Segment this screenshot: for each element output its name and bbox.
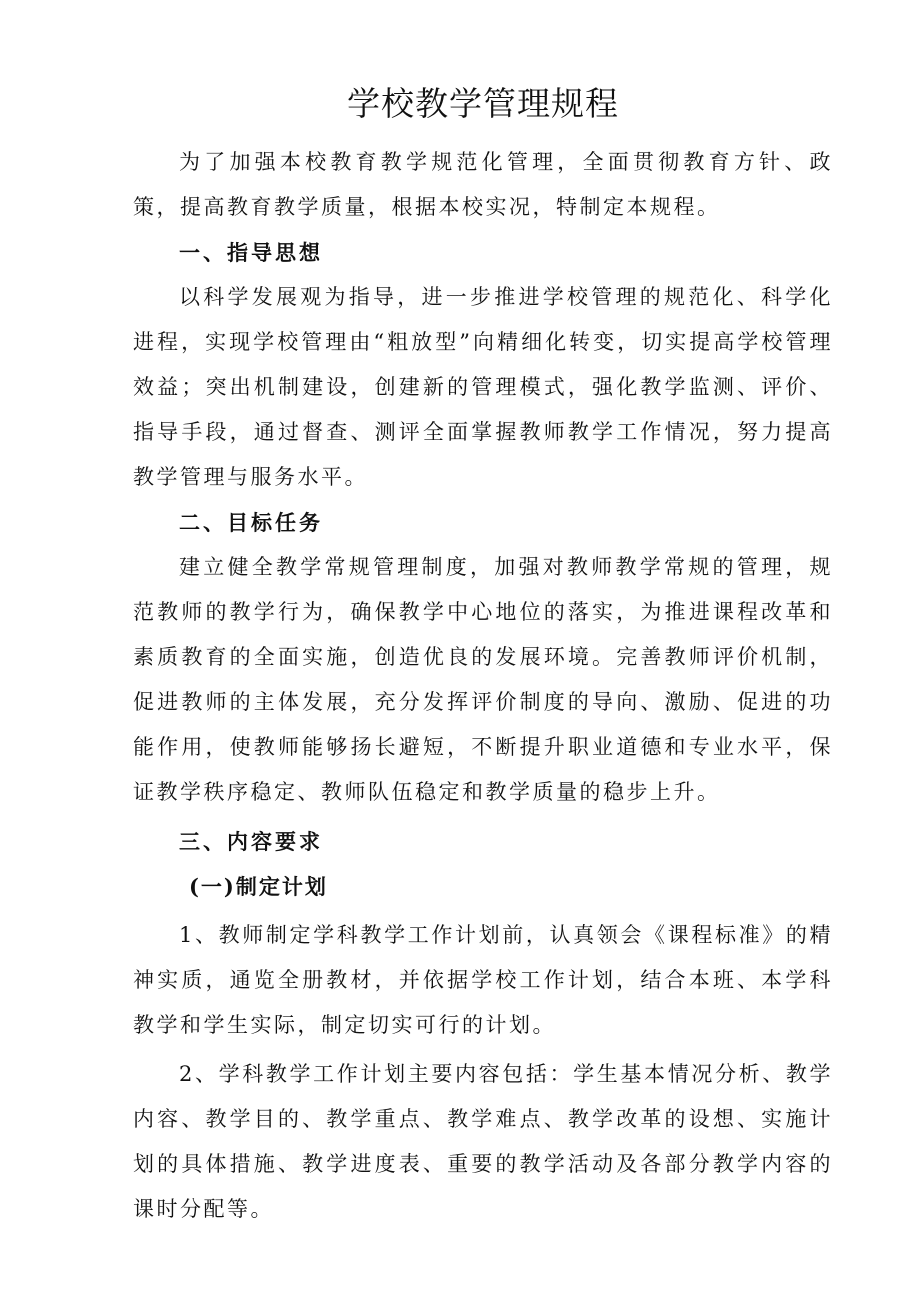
section-heading-goals-tasks: 二、目标任务 xyxy=(179,510,323,535)
document-body xyxy=(133,140,833,1232)
section-heading-guiding-ideology: 一、指导思想 xyxy=(179,240,323,265)
subsection-heading-make-plan: (一)制定计划 xyxy=(189,874,328,899)
intro-paragraph: 为了加强本校教育教学规范化管理，全面贯彻教育方针、政策，提高教育教学质量，根据本校实况，特制定本规程。 xyxy=(133,150,833,219)
guiding-ideology-paragraph: 以科学发展观为指导，进一步推进学校管理的规范化、科学化进程，实现学校管理由“粗放型”向精细化转变，切实提高学校管理效益；突出机制建设，创建新的管理模式，强化教学监测、评价、指导手段，通过督查、测评全面掌握教师教学工作情况，努力提高教学管理与服务水平。 xyxy=(133,285,833,489)
plan-item-1: 1、教师制定学科教学工作计划前，认真领会《课程标准》的精神实质，通览全册教材，并依据学校工作计划，结合本班、本学科教学和学生实际，制定切实可行的计划。 xyxy=(133,923,833,1037)
goals-tasks-paragraph: 建立健全教学常规管理制度，加强对教师教学常规的管理，规范教师的教学行为，确保教学中心地位的落实，为推进课程改革和素质教育的全面实施，创造优良的发展环境。完善教师评价机制，促进教师的主体发展，充分发挥评价制度的导向、激励、促进的功能作用，使教师能够扬长避短，不断提升职业道德和专业水平，保证教学秩序稳定、教师队伍稳定和教学质量的稳步上升。 xyxy=(133,555,833,804)
section-heading-content-requirements: 三、内容要求 xyxy=(179,829,323,854)
plan-item-2: 2、学科教学工作计划主要内容包括：学生基本情况分析、教学内容、教学目的、教学重点、教学难点、教学改革的设想、实施计划的具体措施、教学进度表、重要的教学活动及各部分教学内容的课时分配等。 xyxy=(133,1062,833,1221)
document-title: 学校教学管理规程 xyxy=(347,84,619,123)
